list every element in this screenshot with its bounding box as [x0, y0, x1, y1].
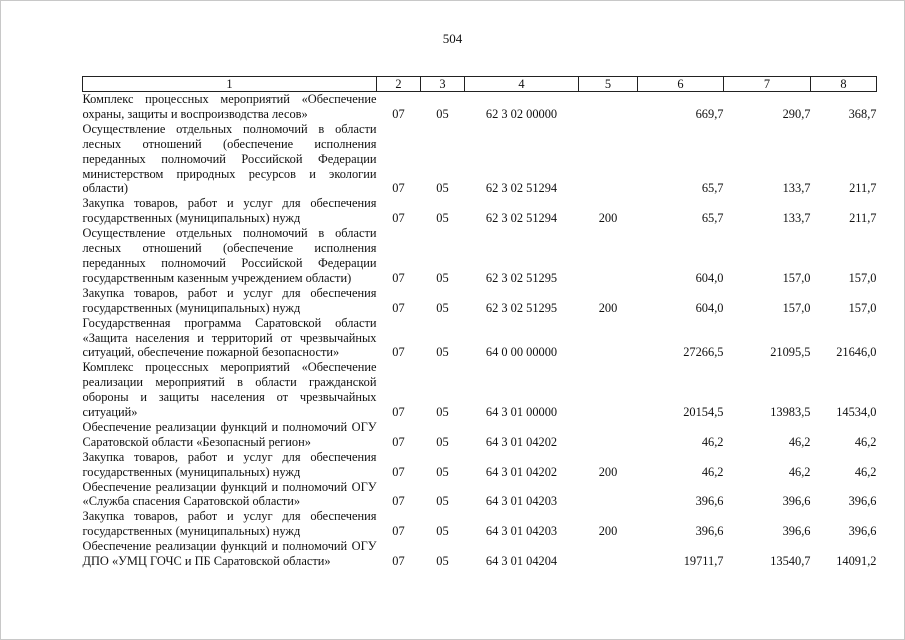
row-section: 07: [392, 181, 405, 196]
row-amount-col7: 157,0: [782, 270, 811, 285]
header-col-7: 7: [724, 77, 811, 92]
row-amount-col6: 19711,7: [683, 554, 724, 569]
row-amount-col6: 46,2: [701, 464, 724, 479]
table-row: [83, 92, 877, 122]
row-target-code: 64 0 00 00000: [485, 345, 558, 360]
row-expense-type: 200: [598, 211, 618, 226]
row-expense-type: 200: [598, 524, 618, 539]
row-target-code: 64 3 01 04204: [485, 554, 558, 569]
row-amount-col6: 396,6: [695, 494, 724, 509]
row-section: 07: [392, 434, 405, 449]
row-description: Обеспечение реализации функций и полномочий ОГУ «Служба спасения Саратовской области»: [82, 479, 377, 509]
row-amount-col7: 290,7: [782, 106, 811, 121]
row-subsection: 05: [436, 211, 449, 226]
row-subsection: 05: [436, 270, 449, 285]
row-subsection: 05: [436, 494, 449, 509]
row-description: Закупка товаров, работ и услуг для обеспечения государственных (муниципальных) нужд: [82, 196, 377, 226]
row-description: Закупка товаров, работ и услуг для обеспечения государственных (муниципальных) нужд: [82, 509, 377, 539]
row-subsection: 05: [436, 106, 449, 121]
table-row: [83, 360, 877, 420]
row-amount-col8: 46,2: [854, 434, 877, 449]
row-amount-col6: 669,7: [695, 106, 724, 121]
row-amount-col7: 133,7: [782, 211, 811, 226]
row-amount-col8: 14534,0: [836, 405, 877, 420]
row-subsection: 05: [436, 554, 449, 569]
row-target-code: 62 3 02 51295: [485, 270, 558, 285]
row-amount-col6: 20154,5: [683, 405, 724, 420]
row-amount-col7: 13540,7: [770, 554, 811, 569]
row-subsection: 05: [436, 181, 449, 196]
row-amount-col6: 604,0: [695, 270, 724, 285]
header-col-6: 6: [638, 77, 724, 92]
table-row: [83, 196, 877, 226]
row-subsection: 05: [436, 524, 449, 539]
row-expense-type: 200: [598, 300, 618, 315]
row-expense-type: [579, 480, 638, 510]
row-description: Государственная программа Саратовской области «Защита населения и территорий от чрезвычайных ситуаций, обеспечение пожарной безопасности»: [82, 315, 377, 360]
table-row: [83, 316, 877, 361]
row-amount-col6: 396,6: [695, 524, 724, 539]
row-amount-col8: 211,7: [849, 211, 877, 226]
row-subsection: 05: [436, 345, 449, 360]
row-section: 07: [392, 494, 405, 509]
row-expense-type: [579, 316, 638, 361]
row-section: 07: [392, 211, 405, 226]
row-section: 07: [392, 524, 405, 539]
row-amount-col6: 46,2: [701, 434, 724, 449]
row-expense-type: [579, 92, 638, 122]
row-expense-type: [579, 122, 638, 197]
row-section: 07: [392, 345, 405, 360]
page-number: 504: [442, 31, 463, 46]
row-subsection: 05: [436, 300, 449, 315]
row-target-code: 64 3 01 04202: [485, 464, 558, 479]
row-amount-col8: 396,6: [848, 494, 877, 509]
table-row: [83, 509, 877, 539]
row-section: 07: [392, 405, 405, 420]
header-col-1: 1: [83, 77, 377, 92]
table-row: [83, 539, 877, 569]
row-target-code: 62 3 02 51294: [485, 211, 558, 226]
table-row: [83, 420, 877, 450]
row-section: 07: [392, 464, 405, 479]
row-amount-col6: 65,7: [701, 181, 724, 196]
row-expense-type: 200: [598, 464, 618, 479]
header-col-5: 5: [579, 77, 638, 92]
row-target-code: 62 3 02 51295: [485, 300, 558, 315]
table-row: [83, 480, 877, 510]
row-amount-col8: 46,2: [854, 464, 877, 479]
header-col-3: 3: [421, 77, 465, 92]
row-subsection: 05: [436, 464, 449, 479]
table-row: [83, 286, 877, 316]
row-amount-col7: 46,2: [788, 464, 811, 479]
row-amount-col8: 157,0: [848, 270, 877, 285]
row-amount-col8: 211,7: [849, 181, 877, 196]
row-target-code: 64 3 01 04203: [485, 494, 558, 509]
table-row: [83, 450, 877, 480]
row-amount-col8: 157,0: [848, 300, 877, 315]
table-row: [83, 122, 877, 197]
row-expense-type: [579, 360, 638, 420]
row-description: Осуществление отдельных полномочий в области лесных отношений (обеспечение исполнения переданных полномочий Российской Федерации государственным казенным учреждением области): [82, 226, 377, 285]
row-amount-col7: 396,6: [782, 494, 811, 509]
row-amount-col8: 368,7: [848, 106, 877, 121]
row-target-code: 64 3 01 04203: [485, 524, 558, 539]
row-target-code: 62 3 02 00000: [485, 106, 558, 121]
table-header-row: [83, 77, 877, 92]
row-target-code: 62 3 02 51294: [485, 181, 558, 196]
row-description: Обеспечение реализации функций и полномочий ОГУ Саратовской области «Безопасный регион»: [82, 419, 377, 449]
row-expense-type: [579, 226, 638, 286]
row-amount-col6: 27266,5: [683, 345, 724, 360]
row-expense-type: [579, 539, 638, 569]
row-amount-col7: 13983,5: [770, 405, 811, 420]
row-description: Обеспечение реализации функций и полномочий ОГУ ДПО «УМЦ ГОЧС и ПБ Саратовской области»: [82, 539, 377, 569]
row-description: Комплекс процессных мероприятий «Обеспечение охраны, защиты и воспроизводства лесов»: [82, 92, 377, 121]
row-subsection: 05: [436, 405, 449, 420]
row-description: Комплекс процессных мероприятий «Обеспечение реализации мероприятий в области гражданской обороны и защиты населения от чрезвычайных ситуаций»: [82, 360, 377, 420]
header-col-2: 2: [377, 77, 421, 92]
row-amount-col8: 396,6: [848, 524, 877, 539]
row-subsection: 05: [436, 434, 449, 449]
header-col-4: 4: [465, 77, 579, 92]
row-expense-type: [579, 420, 638, 450]
row-target-code: 64 3 01 04202: [485, 434, 558, 449]
row-section: 07: [392, 300, 405, 315]
row-amount-col7: 396,6: [782, 524, 811, 539]
row-target-code: 64 3 01 00000: [485, 405, 558, 420]
row-section: 07: [392, 106, 405, 121]
row-section: 07: [392, 270, 405, 285]
row-amount-col7: 46,2: [788, 434, 811, 449]
header-col-8: 8: [811, 77, 877, 92]
row-amount-col8: 21646,0: [836, 345, 877, 360]
table-row: [83, 226, 877, 286]
row-amount-col6: 604,0: [695, 300, 724, 315]
row-amount-col7: 21095,5: [770, 345, 811, 360]
budget-table: [82, 76, 877, 569]
row-section: 07: [392, 554, 405, 569]
row-amount-col8: 14091,2: [836, 554, 877, 569]
row-description: Закупка товаров, работ и услуг для обеспечения государственных (муниципальных) нужд: [82, 285, 377, 315]
row-description: Осуществление отдельных полномочий в области лесных отношений (обеспечение исполнения переданных полномочий Российской Федерации министерством природных ресурсов и экологии области): [82, 121, 377, 196]
row-amount-col7: 157,0: [782, 300, 811, 315]
row-amount-col6: 65,7: [701, 211, 724, 226]
row-description: Закупка товаров, работ и услуг для обеспечения государственных (муниципальных) нужд: [82, 449, 377, 479]
row-amount-col7: 133,7: [782, 181, 811, 196]
